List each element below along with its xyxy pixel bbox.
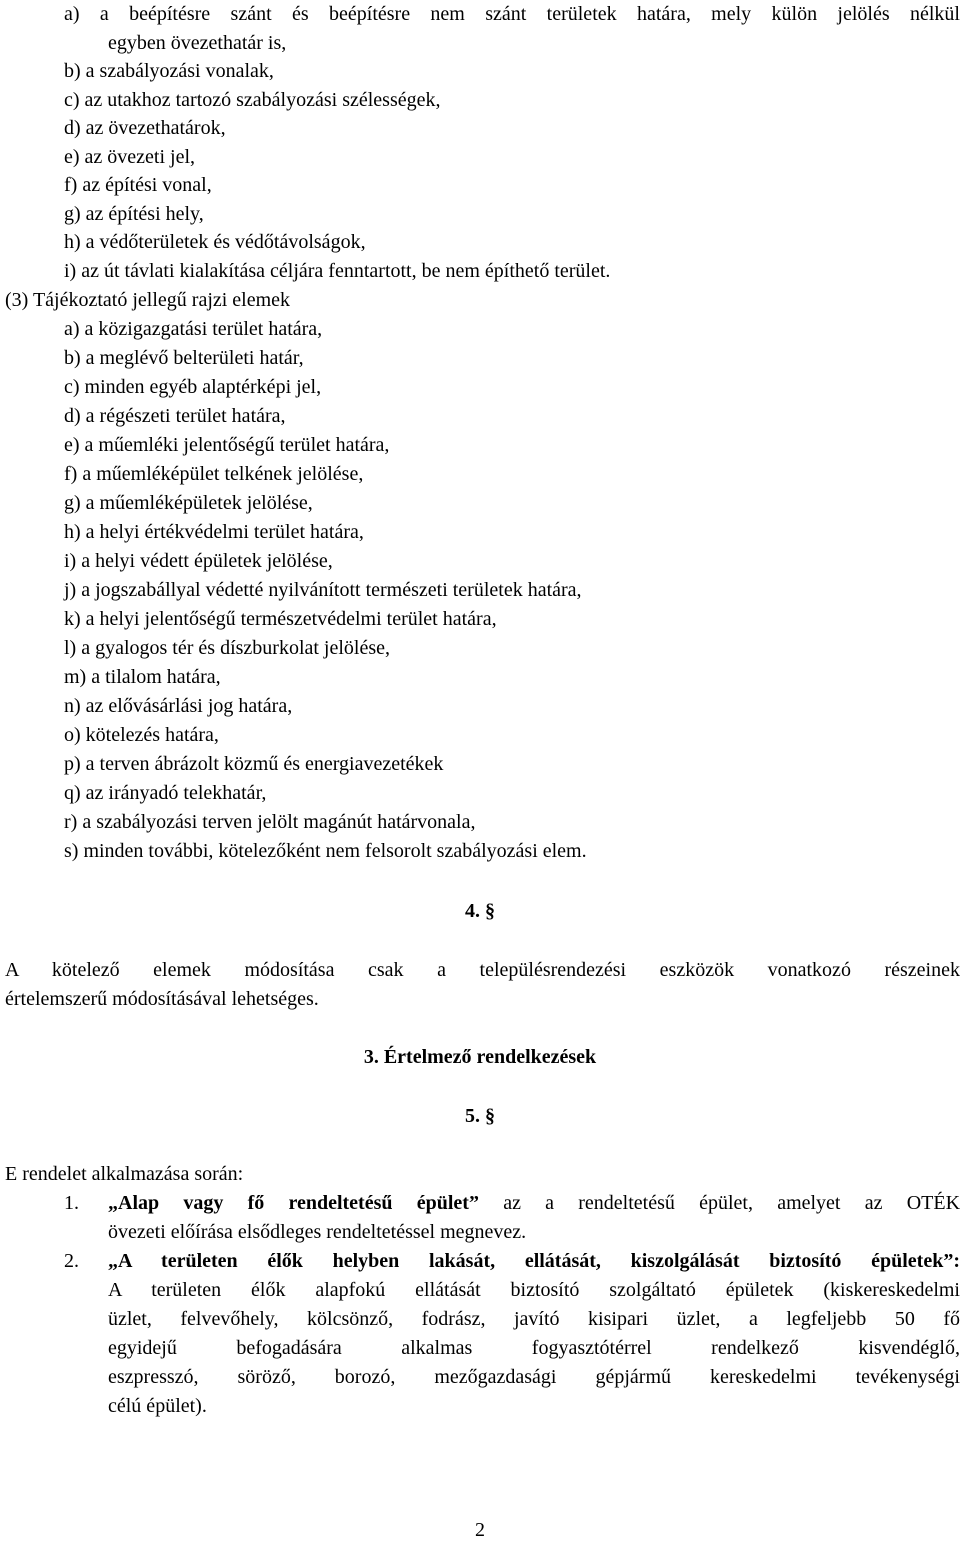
list-a-item-a-cont: egyben övezethatár is, [108,32,287,54]
definition-2-line-1: A területen élők alapfokú ellátását biztosító szolgáltató épületek (kiskereskedelmi [108,1279,960,1301]
list-a-item-d: d) az övezethatárok, [64,117,226,139]
chapter-3-heading: 3. Értelmező rendelkezések [363,1046,597,1068]
paragraph-4-line-2: értelemszerű módosításával lehetséges. [5,988,319,1010]
list-b-item-b: b) a meglévő belterületi határ, [64,347,304,369]
list-b-item-a: a) a közigazgatási terület határa, [64,318,323,340]
list-b-item-q: q) az irányadó telekhatár, [64,782,267,804]
definition-2-line-3: egyidejű befogadására alkalmas fogyasztótérrel rendelkező kisvendéglő, [108,1337,960,1359]
list-b-item-m: m) a tilalom határa, [64,666,221,688]
list-b-item-h: h) a helyi értékvédelmi terület határa, [64,521,364,543]
list-a-item-f: f) az építési vonal, [64,174,212,196]
definition-2-line-4: eszpresszó, söröző, borozó, mezőgazdasági gépjármű kereskedelmi tevékenységi [108,1366,960,1388]
list-b-item-o: o) kötelezés határa, [64,724,219,746]
list-a-item-g: g) az építési hely, [64,203,204,225]
list-a-item-e: e) az övezeti jel, [64,146,196,168]
list-a-item-c: c) az utakhoz tartozó szabályozási szélességek, [64,89,441,111]
list-b-item-p: p) a terven ábrázolt közmű és energiavezetékek [64,753,444,775]
definition-2-line-2: üzlet, felvevőhely, kölcsönző, fodrász, javító kisipari üzlet, a legfeljebb 50 fő [108,1308,960,1330]
list-b-item-g: g) a műemléképületek jelölése, [64,492,313,514]
definition-1-line-2: övezeti előírása elsődleges rendeltetéssel megnevez. [108,1221,527,1243]
list-b-item-r: r) a szabályozási terven jelölt magánút határvonala, [64,811,476,833]
list-a-item-h: h) a védőterületek és védőtávolságok, [64,231,366,253]
definition-2-number: 2. [64,1250,79,1272]
list-b-item-k: k) a helyi jelentőségű természetvédelmi terület határa, [64,608,497,630]
definition-1-line-1 [108,1189,960,1218]
definition-1-number: 1. [64,1192,79,1214]
list-a-item-b: b) a szabályozási vonalak, [64,60,274,82]
list-b-item-c: c) minden egyéb alaptérképi jel, [64,376,322,398]
paragraph-4-line-1: A kötelező elemek módosítása csak a településrendezési eszközök vonatkozó részeinek [5,959,960,981]
list-b-item-j: j) a jogszabállyal védetté nyilvánított természeti területek határa, [64,579,582,601]
section-3-title: (3) Tájékoztató jellegű rajzi elemek [5,289,291,311]
definition-1-text: az a rendeltetésű épület, amelyet az OTÉK [503,1192,960,1214]
list-b-item-i: i) a helyi védett épületek jelölése, [64,550,333,572]
list-b-item-e: e) a műemléki jelentőségű terület határa, [64,434,390,456]
definition-1-term: „Alap vagy fő rendeltetésű épület” [108,1192,479,1214]
list-b-item-d: d) a régészeti terület határa, [64,405,286,427]
definition-2-term-text: „A területen élők helyben lakását, ellátását, kiszolgálását biztosító épületek”: [108,1250,960,1272]
page-number: 2 [475,1519,485,1541]
list-a-item-i: i) az út távlati kialakítása céljára fenntartott, be nem építhető terület. [64,260,611,282]
definition-2-line-5: célú épület). [108,1395,207,1417]
paragraph-5-heading: 5. § [465,1105,495,1127]
definition-2-term [108,1247,960,1276]
definitions-intro: E rendelet alkalmazása során: [5,1163,244,1185]
list-b-item-l: l) a gyalogos tér és díszburkolat jelölése, [64,637,391,659]
list-b-item-f: f) a műemléképület telkének jelölése, [64,463,364,485]
list-b-item-s: s) minden további, kötelezőként nem felsorolt szabályozási elem. [64,840,587,862]
list-b-item-n: n) az elővásárlási jog határa, [64,695,293,717]
list-a-item-a: a) a beépítésre szánt és beépítésre nem szánt területek határa, mely külön jelölés nélkül [64,3,960,25]
paragraph-4-heading: 4. § [465,900,495,922]
